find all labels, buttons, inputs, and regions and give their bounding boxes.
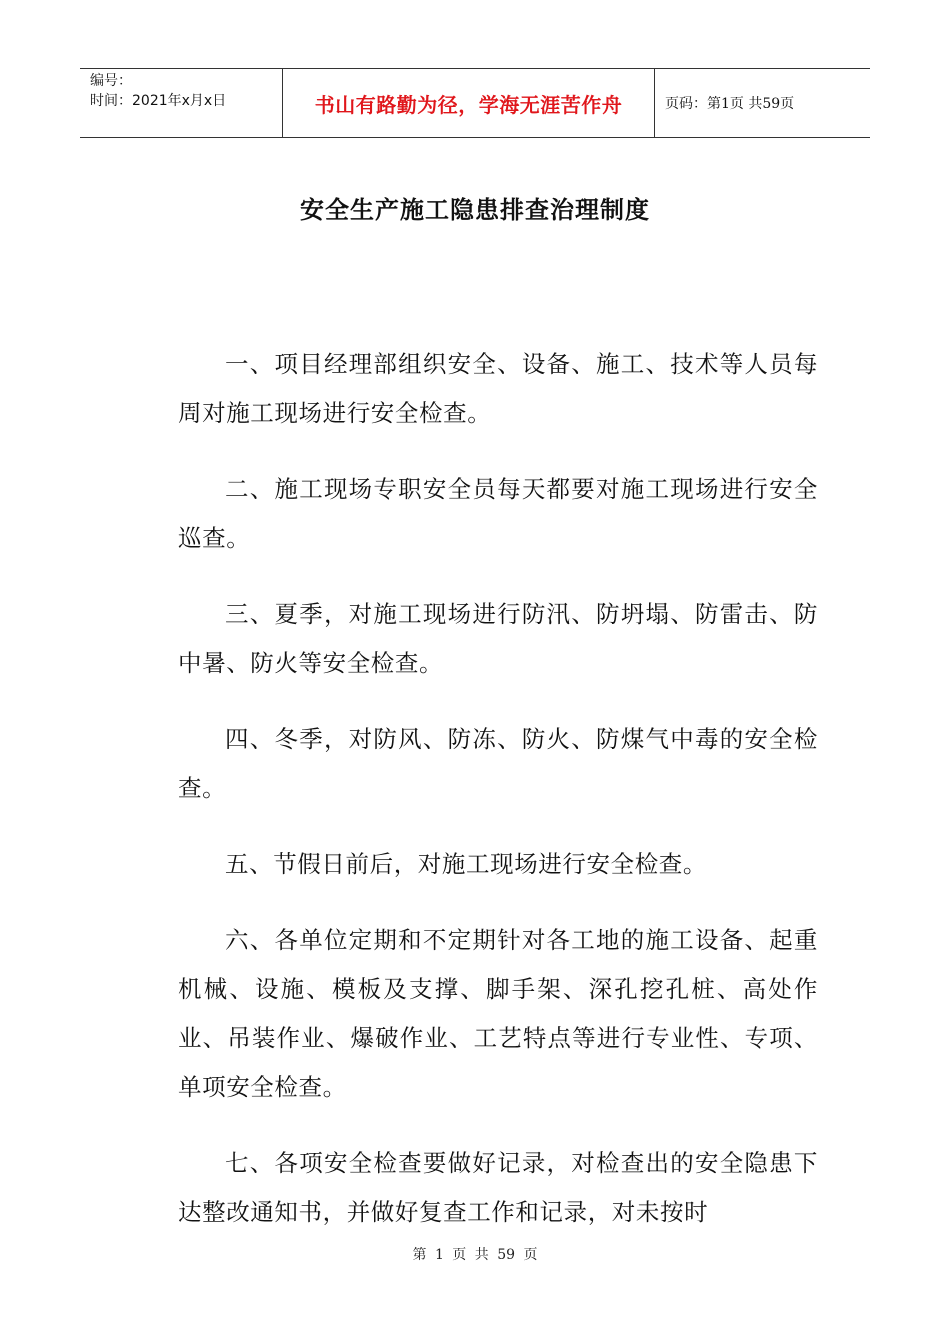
paragraph: 一、项目经理部组织安全、设备、施工、技术等人员每周对施工现场进行安全检查。 bbox=[178, 350, 818, 427]
document-header bbox=[80, 68, 870, 138]
paragraph: 四、冬季，对防风、防冻、防火、防煤气中毒的安全检查。 bbox=[178, 725, 818, 802]
page-footer: 第 1 页 共 59 页 bbox=[412, 1247, 538, 1263]
header-meta bbox=[80, 69, 282, 137]
paragraph: 七、各项安全检查要做好记录，对检查出的安全隐患下达整改通知书，并做好复查工作和记录，对未按时 bbox=[178, 1149, 818, 1226]
document-body bbox=[178, 340, 818, 1264]
number-label: 编号： bbox=[90, 73, 132, 89]
paragraph: 二、施工现场专职安全员每天都要对施工现场进行安全巡查。 bbox=[178, 475, 818, 552]
paragraph: 五、节假日前后，对施工现场进行安全检查。 bbox=[225, 850, 707, 878]
document-title: 安全生产施工隐患排查治理制度 bbox=[300, 196, 650, 224]
paragraph: 六、各单位定期和不定期针对各工地的施工设备、起重机械、设施、模板及支撑、脚手架、深孔挖孔桩、高处作业、吊装作业、爆破作业、工艺特点等进行专业性、专项、单项安全检查。 bbox=[178, 926, 818, 1101]
header-page-info: 页码：第1页 共59页 bbox=[665, 96, 795, 112]
time-label: 时间：2021年x月x日 bbox=[90, 93, 227, 109]
paragraph: 三、夏季，对施工现场进行防汛、防坍塌、防雷击、防中暑、防火等安全检查。 bbox=[178, 600, 818, 677]
header-motto: 书山有路勤为径，学海无涯苦作舟 bbox=[282, 69, 655, 137]
